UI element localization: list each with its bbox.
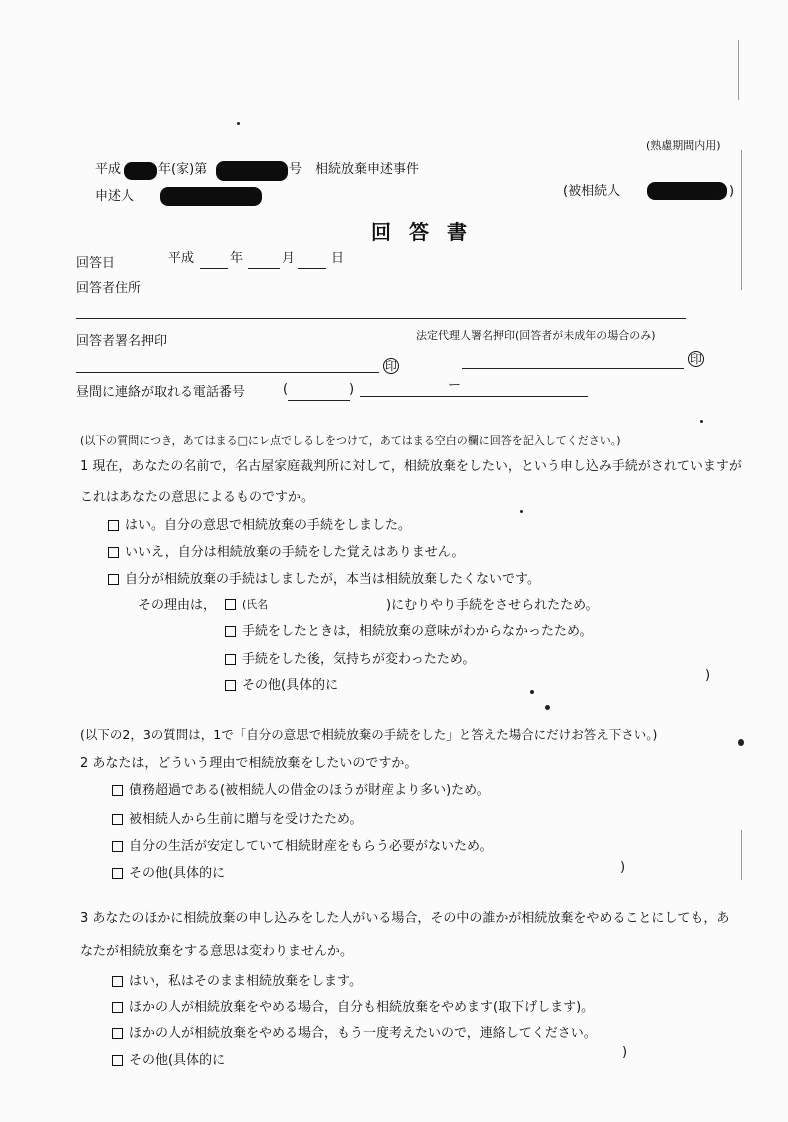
phone-label: 昼間に連絡が取れる電話番号 bbox=[76, 385, 246, 400]
option-label: 債務超過である(被相続人の借金のほうが財産より多い)ため。 bbox=[129, 783, 490, 798]
year-field[interactable] bbox=[200, 268, 228, 269]
checkbox[interactable] bbox=[112, 841, 123, 852]
checkbox[interactable] bbox=[112, 814, 123, 825]
phone-open: ( bbox=[283, 382, 289, 397]
checkbox[interactable] bbox=[225, 680, 236, 691]
signature-field[interactable] bbox=[76, 372, 379, 373]
q1-reason-option[interactable] bbox=[225, 624, 592, 640]
checkbox[interactable] bbox=[112, 785, 123, 796]
answer-date-year: 年 bbox=[230, 251, 244, 266]
phone-close: ) bbox=[349, 382, 355, 397]
applicant-label: 申述人 bbox=[95, 189, 135, 204]
checkbox[interactable] bbox=[108, 547, 119, 558]
q2-text: 2 あなたは，どういう理由で相続放棄をしたいのですか。 bbox=[80, 756, 418, 771]
q3-option[interactable] bbox=[112, 974, 362, 990]
seal-mark: 印 bbox=[384, 359, 397, 373]
page-title: 回答書 bbox=[371, 220, 485, 244]
redaction-block bbox=[216, 161, 288, 181]
checkbox[interactable] bbox=[112, 976, 123, 987]
day-field[interactable] bbox=[298, 268, 326, 269]
q1-text: これはあなたの意思によるものですか。 bbox=[80, 490, 315, 505]
month-field[interactable] bbox=[248, 268, 280, 269]
checkbox[interactable] bbox=[225, 599, 236, 610]
case-number-mid: 年(家)第 bbox=[158, 162, 208, 177]
q2-option[interactable] bbox=[112, 839, 492, 855]
q1-option[interactable] bbox=[108, 518, 411, 534]
answer-date-day: 日 bbox=[331, 251, 345, 266]
checkbox[interactable] bbox=[112, 1028, 123, 1039]
seal-mark: 印 bbox=[689, 352, 702, 366]
reason-name-open: (氏名 bbox=[242, 598, 269, 611]
option-label: 手続をした後，気持ちが変わったため。 bbox=[242, 652, 476, 667]
q3-text: なたが相続放棄をする意思は変わりませんか。 bbox=[80, 944, 354, 959]
redaction-block bbox=[647, 182, 727, 200]
q2-option[interactable] bbox=[112, 783, 490, 799]
redaction-block bbox=[124, 162, 157, 180]
scan-speck bbox=[545, 705, 550, 710]
scan-speck bbox=[237, 122, 240, 125]
scan-speck bbox=[530, 690, 534, 694]
legal-rep-field[interactable] bbox=[462, 368, 684, 369]
instruction-text: (以下の質問につき，あてはまる□にレ点でしるしをつけて，あてはまる空白の欄に回答を記入してください。) bbox=[80, 434, 621, 447]
legal-rep-label: 法定代理人署名押印(回答者が未成年の場合のみ) bbox=[416, 329, 656, 342]
other-close: ) bbox=[620, 860, 626, 875]
q2-q3-note: (以下の2，3の質問は，1で「自分の意思で相続放棄の手続をした」と答えた場合にだけお答え下さい。) bbox=[80, 727, 658, 742]
option-label: 被相続人から生前に贈与を受けたため。 bbox=[129, 812, 363, 827]
checkbox[interactable] bbox=[108, 574, 119, 585]
phone-area-field[interactable] bbox=[288, 400, 350, 401]
scan-speck bbox=[700, 420, 703, 423]
scan-edge-line bbox=[741, 150, 742, 290]
other-close: ) bbox=[622, 1045, 628, 1060]
option-label: その他(具体的に bbox=[129, 1053, 226, 1068]
q3-option[interactable] bbox=[112, 1053, 225, 1069]
checkbox[interactable] bbox=[112, 868, 123, 879]
checkbox[interactable] bbox=[225, 626, 236, 637]
answer-date-label: 回答日 bbox=[76, 256, 116, 271]
option-label: 自分が相続放棄の手続はしましたが，本当は相続放棄したくないです。 bbox=[125, 572, 540, 587]
q3-option[interactable] bbox=[112, 1026, 597, 1042]
option-label: ほかの人が相続放棄をやめる場合，もう一度考えたいので，連絡してください。 bbox=[129, 1026, 597, 1041]
q1-option[interactable] bbox=[108, 572, 540, 588]
option-label: その他(具体的に bbox=[242, 678, 339, 693]
q3-option[interactable] bbox=[112, 1000, 594, 1016]
case-number-suffix: 号 相続放棄申述事件 bbox=[289, 162, 420, 177]
address-label: 回答者住所 bbox=[76, 281, 142, 296]
q3-text: 3 あなたのほかに相続放棄の申し込みをした人がいる場合，その中の誰かが相続放棄をやめることにしても，あ bbox=[80, 911, 730, 926]
option-label: 自分の生活が安定していて相続財産をもらう必要がないため。 bbox=[129, 839, 493, 854]
scan-speck bbox=[520, 510, 523, 513]
phone-dash: ー bbox=[448, 378, 462, 393]
other-close: ) bbox=[705, 668, 711, 683]
q1-reason-option[interactable] bbox=[225, 598, 268, 612]
checkbox[interactable] bbox=[112, 1055, 123, 1066]
option-label: その他(具体的に bbox=[129, 866, 226, 881]
q1-option[interactable] bbox=[108, 545, 465, 561]
q2-option[interactable] bbox=[112, 866, 225, 882]
checkbox[interactable] bbox=[108, 520, 119, 531]
q1-reason-option[interactable] bbox=[225, 678, 338, 694]
address-field[interactable] bbox=[76, 318, 686, 319]
option-label: いいえ，自分は相続放棄の手続をした覚えはありません。 bbox=[125, 545, 465, 560]
phone-number-field[interactable] bbox=[360, 396, 588, 397]
q1-reason-option[interactable] bbox=[225, 652, 475, 668]
answer-date-month: 月 bbox=[282, 251, 296, 266]
scan-speck bbox=[738, 739, 744, 746]
checkbox[interactable] bbox=[225, 654, 236, 665]
checkbox[interactable] bbox=[112, 1002, 123, 1013]
scan-edge-line bbox=[741, 830, 742, 880]
q1-reason-label: その理由は， bbox=[138, 598, 217, 613]
option-label: 手続をしたときは，相続放棄の意味がわからなかったため。 bbox=[242, 624, 593, 639]
deceased-label: (被相続人 bbox=[563, 184, 621, 199]
q2-option[interactable] bbox=[112, 812, 362, 828]
reason-name-close: )にむりやり手続をさせられたため。 bbox=[386, 598, 599, 613]
period-note: (熟慮期間内用) bbox=[646, 139, 721, 152]
option-label: はい，私はそのまま相続放棄をします。 bbox=[129, 974, 362, 989]
deceased-close: ) bbox=[729, 184, 735, 199]
signature-label: 回答者署名押印 bbox=[76, 334, 168, 349]
answer-date-era: 平成 bbox=[168, 251, 195, 266]
redaction-block bbox=[160, 187, 262, 206]
scan-edge-line bbox=[738, 40, 739, 100]
case-number-prefix: 平成 bbox=[95, 162, 122, 177]
q1-text: 1 現在，あなたの名前で，名古屋家庭裁判所に対して，相続放棄をしたい，という申し込み手続がされていますが bbox=[80, 459, 742, 474]
option-label: ほかの人が相続放棄をやめる場合，自分も相続放棄をやめます(取下げします)。 bbox=[129, 1000, 595, 1015]
option-label: はい。自分の意思で相続放棄の手続をしました。 bbox=[125, 518, 412, 533]
